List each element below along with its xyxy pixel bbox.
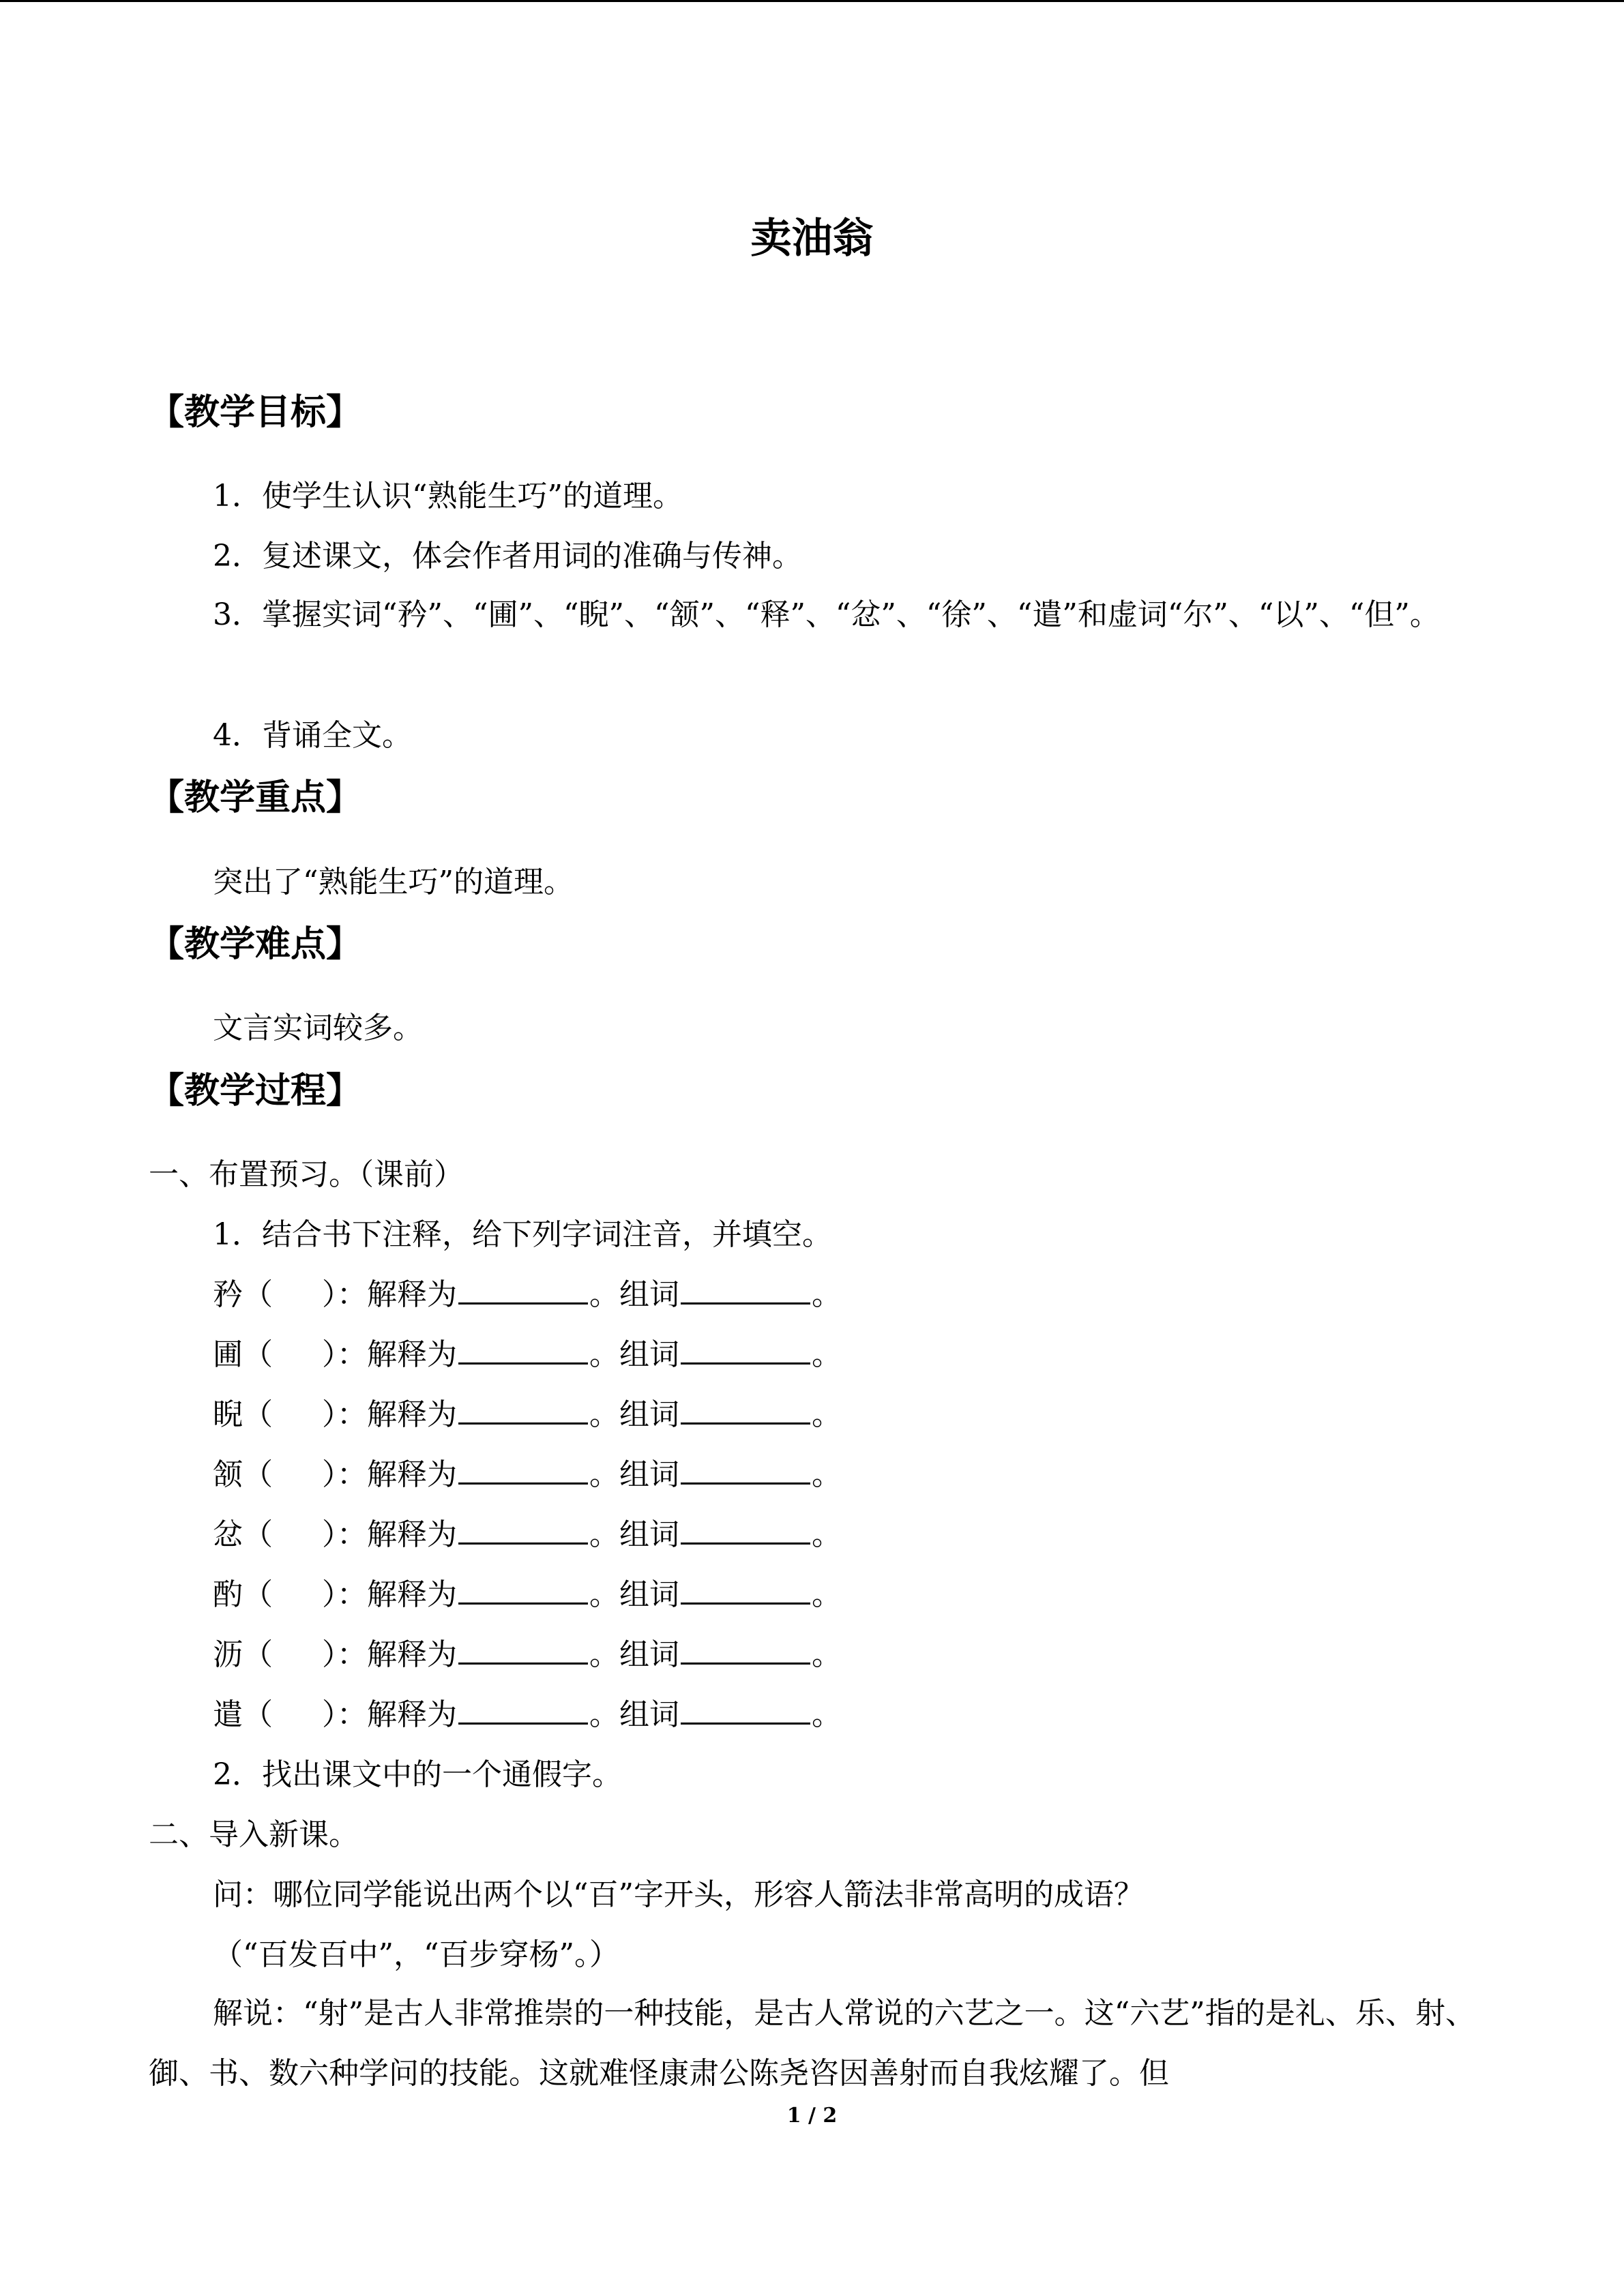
open-paren: （: [243, 1577, 273, 1612]
meaning-blank[interactable]: [458, 1455, 588, 1485]
vocab-char: 圃: [213, 1337, 243, 1372]
goal-2: 2．复述课文，体会作者用词的准确与传神。: [213, 539, 802, 573]
meaning-blank[interactable]: [458, 1575, 588, 1605]
row-end: 。: [812, 1277, 842, 1312]
vocab-char: 睨: [213, 1397, 243, 1432]
compound-blank[interactable]: [681, 1335, 810, 1365]
top-border: [0, 0, 1624, 2]
vocab-char: 颔: [213, 1457, 243, 1492]
vocab-char: 矜: [213, 1277, 243, 1312]
row-end: 。: [812, 1337, 842, 1372]
vocab-row: [213, 1695, 842, 1735]
open-paren: （: [243, 1517, 273, 1552]
difficult-text: 文言实词较多。: [213, 1011, 423, 1045]
section-heading-process: 【教学过程】: [149, 1071, 362, 1112]
page-title: 卖油翁: [750, 215, 874, 263]
vocab-char: 酌: [213, 1577, 243, 1612]
process-step-1: 1．结合书下注释，给下列字词注音，并填空。: [213, 1217, 832, 1252]
goal-4: 4．背诵全文。: [213, 718, 412, 753]
goal-1: 1．使学生认识“熟能生巧”的道理。: [213, 479, 683, 513]
open-paren: （: [243, 1637, 273, 1672]
page-number: 1 / 2: [786, 2104, 838, 2128]
section-heading-goals: 【教学目标】: [149, 392, 362, 433]
compound-label: 。组词: [589, 1397, 679, 1432]
vocab-row: [213, 1515, 842, 1555]
close-paren-label: ）：解释为: [322, 1397, 457, 1432]
vocab-row: [213, 1455, 842, 1495]
close-paren-label: ）：解释为: [322, 1577, 457, 1612]
close-paren-label: ）：解释为: [322, 1697, 457, 1732]
vocab-char: 忿: [213, 1517, 243, 1552]
open-paren: （: [243, 1277, 273, 1312]
vocab-char: 遣: [213, 1697, 243, 1732]
vocab-row: [213, 1575, 842, 1615]
close-paren-label: ）：解释为: [322, 1517, 457, 1552]
section-heading-difficult: 【教学难点】: [149, 924, 362, 965]
section-heading-key: 【教学重点】: [149, 777, 362, 818]
open-paren: （: [243, 1697, 273, 1732]
vocab-row: [213, 1335, 842, 1375]
compound-label: 。组词: [589, 1637, 679, 1672]
compound-blank[interactable]: [681, 1455, 810, 1485]
row-end: 。: [812, 1697, 842, 1732]
intro-explanation: 解说：“射”是古人非常推崇的一种技能，是古人常说的六艺之一。这“六艺”指的是礼、乐、射、御、书、数六种学问的技能。这就难怪康肃公陈尧咨因善射而自我炫耀了。但: [149, 1996, 1475, 2091]
meaning-blank[interactable]: [458, 1335, 588, 1365]
key-text: 突出了“熟能生巧”的道理。: [213, 865, 574, 899]
compound-blank[interactable]: [681, 1575, 810, 1605]
row-end: 。: [812, 1637, 842, 1672]
intro-answer: （“百发百中”，“百步穿杨”。）: [213, 1937, 619, 1972]
meaning-blank[interactable]: [458, 1695, 588, 1725]
compound-label: 。组词: [589, 1457, 679, 1492]
meaning-blank[interactable]: [458, 1275, 588, 1304]
meaning-blank[interactable]: [458, 1515, 588, 1545]
vocab-row: [213, 1635, 842, 1675]
compound-label: 。组词: [589, 1517, 679, 1552]
vocab-row: [213, 1274, 842, 1315]
close-paren-label: ）：解释为: [322, 1337, 457, 1372]
compound-blank[interactable]: [681, 1695, 810, 1725]
vocab-char: 沥: [213, 1637, 243, 1672]
close-paren-label: ）：解释为: [322, 1457, 457, 1492]
compound-label: 。组词: [589, 1277, 679, 1312]
row-end: 。: [812, 1457, 842, 1492]
compound-blank[interactable]: [681, 1515, 810, 1545]
goal-3: 3．掌握实词“矜”、“圃”、“睨”、“颔”、“释”、“忿”、“徐”、“遣”和虚词“尔”、“以”、“但”。: [213, 597, 1440, 632]
row-end: 。: [812, 1397, 842, 1432]
meaning-blank[interactable]: [458, 1635, 588, 1665]
compound-label: 。组词: [589, 1337, 679, 1372]
open-paren: （: [243, 1457, 273, 1492]
close-paren-label: ）：解释为: [322, 1637, 457, 1672]
open-paren: （: [243, 1397, 273, 1432]
row-end: 。: [812, 1517, 842, 1552]
compound-blank[interactable]: [681, 1635, 810, 1665]
vocab-row: [213, 1395, 842, 1435]
process-part-2: 二、导入新课。: [149, 1817, 359, 1852]
row-end: 。: [812, 1577, 842, 1612]
process-part-1: 一、布置预习。（课前）: [149, 1157, 464, 1192]
compound-blank[interactable]: [681, 1275, 810, 1304]
close-paren-label: ）：解释为: [322, 1277, 457, 1312]
compound-blank[interactable]: [681, 1395, 810, 1425]
open-paren: （: [243, 1337, 273, 1372]
compound-label: 。组词: [589, 1577, 679, 1612]
compound-label: 。组词: [589, 1697, 679, 1732]
meaning-blank[interactable]: [458, 1395, 588, 1425]
intro-question: 问：哪位同学能说出两个以“百”字开头，形容人箭法非常高明的成语？: [213, 1877, 1144, 1912]
process-step-2: 2．找出课文中的一个通假字。: [213, 1757, 622, 1792]
